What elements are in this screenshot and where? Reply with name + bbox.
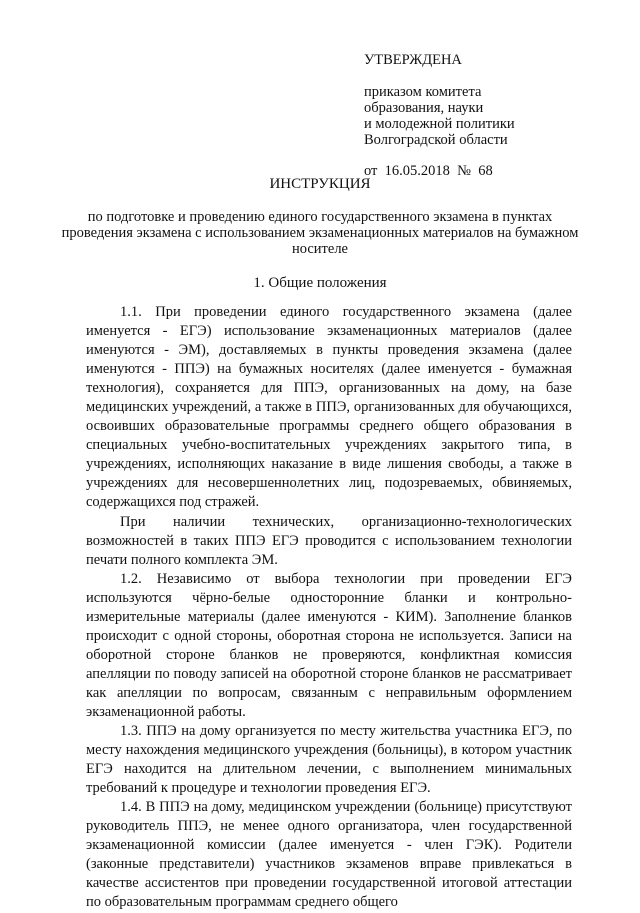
paragraph-1-3: 1.3. ППЭ на дому организуется по месту жительства участника ЕГЭ, по месту нахождения медицинского учреждения (больницы), в котором участник ЕГЭ находится на длительном лечении, с выполнением минимальных требований к процедуре и технологии проведения ЕГЭ.: [86, 723, 572, 797]
approval-title: УТВЕРЖДЕНА: [364, 52, 462, 68]
document-body: [86, 303, 572, 913]
paragraph-1-4: 1.4. В ППЭ на дому, медицинском учреждении (больнице) присутствуют руководитель ППЭ, не менее одного организатора, член государственной экзаменационной комиссии (далее именуется - член ГЭК). Родители (законные представители) участников экзаменов вправе привлекаться в качестве ассистентов при проведении государственной итоговой аттестации по образовательным программам среднего общего: [86, 799, 572, 911]
approval-line: приказом комитета: [364, 84, 482, 100]
section-heading: 1. Общие положения: [253, 275, 387, 291]
approval-stamp: [364, 52, 515, 179]
approval-order-lines: [364, 84, 515, 148]
paragraph-technology-note: При наличии технических, организационно-технологических возможностей в таких ППЭ ЕГЭ проводится с использованием технологии печати полного комплекта ЭМ.: [86, 513, 572, 568]
approval-line: Волгоградской области: [364, 132, 508, 148]
approval-line: образования, науки: [364, 100, 484, 116]
document-subtitle: по подготовке и проведению единого государственного экзамена в пунктах проведения экзамена с использованием экзаменационных материалов на бумажном носителе: [61, 209, 579, 257]
approval-line: и молодежной политики: [364, 116, 515, 132]
approval-date-number: от 16.05.2018 № 68: [364, 163, 493, 179]
paragraph-1-2: 1.2. Независимо от выбора технологии при проведении ЕГЭ используются чёрно-белые односторонние бланки и контрольно-измерительные материалы (далее именуются - КИМ). Заполнение бланков происходит с одной стороны, оборотная сторона не используется. Записи на оборотной стороне бланков не проверяются, конфликтная комиссия апелляции по поводу записей на оборотной стороне бланков не рассматривает как апелляции по вопросам, связанным с неправильным оформлением экзаменационной работы.: [86, 570, 572, 720]
paragraph-1-1: 1.1. При проведении единого государственного экзамена (далее именуется - ЕГЭ) использование экзаменационных материалов (далее именуются - ЭМ), доставляемых в пункты проведения экзамена (далее именуются - ППЭ) на бумажных носителях (далее именуется - бумажная технология), сохраняется для ППЭ, организованных на дому, на базе медицинских учреждений, а также в ППЭ, организованных для обучающихся, освоивших образовательные программы среднего общего образования в специальных учебно-воспитательных учреждениях закрытого типа, в учреждениях, исполняющих наказание в виде лишения свободы, а также в учреждениях для несовершеннолетних лиц, подозреваемых, обвиняемых, содержащихся под стражей.: [86, 304, 572, 511]
document-title: ИНСТРУКЦИЯ: [269, 176, 371, 192]
